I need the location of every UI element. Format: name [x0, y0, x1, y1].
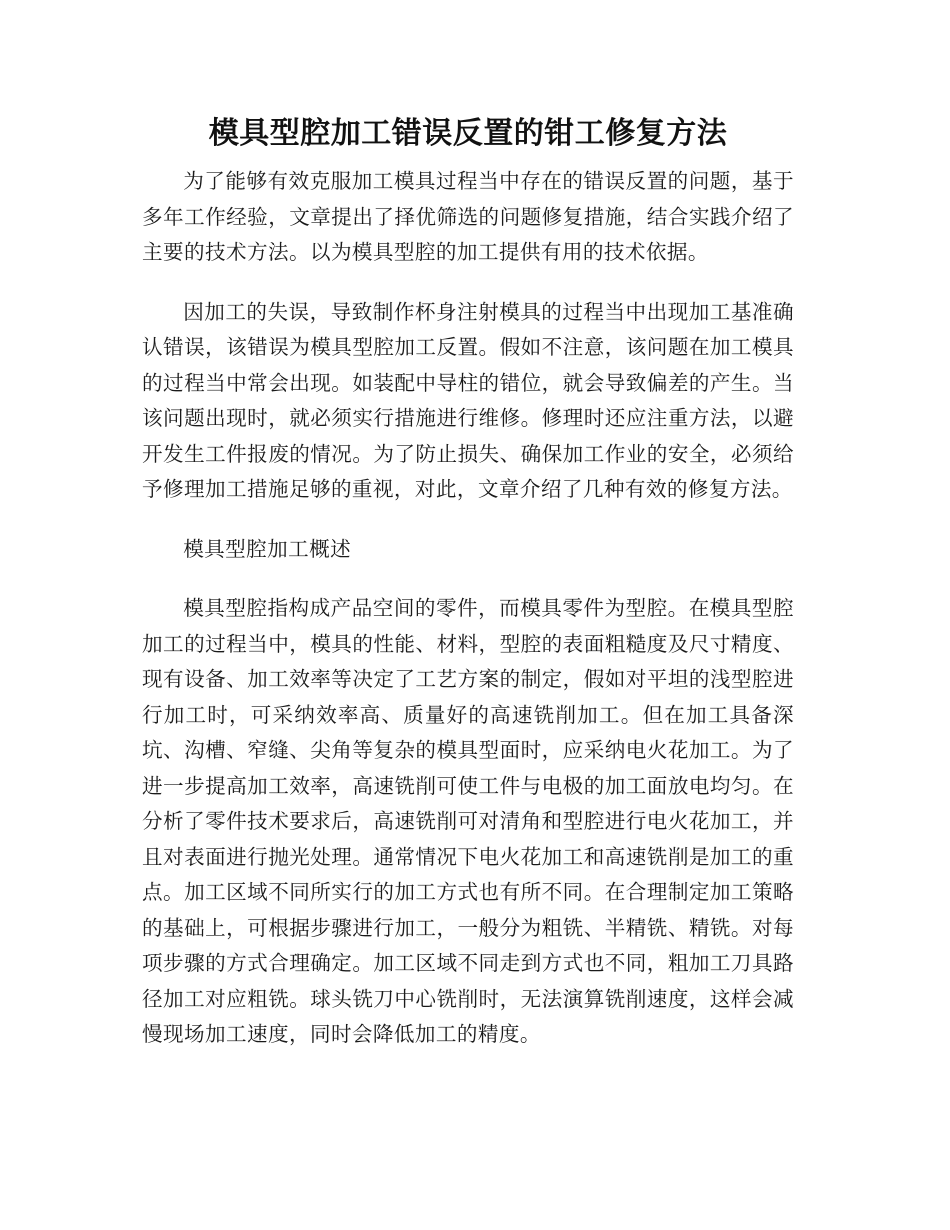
document-title: 模具型腔加工错误反置的钳工修复方法	[208, 116, 728, 151]
section-heading: 模具型腔加工概述	[183, 536, 352, 561]
paragraph-overview: 模具型腔指构成产品空间的零件，而模具零件为型腔。在模具型腔加工的过程当中，模具的性能、材料，型腔的表面粗糙度及尺寸精度、现有设备、加工效率等决定了工艺方案的制定，假如对平坦的浅型腔进行加工时，可采纳效率高、质量好的高速铣削加工。但在加工具备深坑、沟槽、窄缝、尖角等复杂的模具型面时，应采纳电火花加工。为了进一步提高加工效率，高速铣削可使工件与电极的加工面放电均匀。在分析了零件技术要求后，高速铣削可对清角和型腔进行电火花加工，并且对表面进行抛光处理。通常情况下电火花加工和高速铣削是加工的重点。加工区域不同所实行的加工方式也有所不同。在合理制定加工策略的基础上，可根据步骤进行加工，一般分为粗铣、半精铣、精铣。对每项步骤的方式合理确定。加工区域不同走到方式也不同，粗加工刀具路径加工对应粗铣。球头铣刀中心铣削时，无法演算铣削速度，这样会减慢现场加工速度，同时会降低加工的精度。	[142, 596, 794, 1046]
paragraph-background: 因加工的失误，导致制作杯身注射模具的过程当中出现加工基准确认错误，该错误为模具型腔加工反置。假如不注意，该问题在加工模具的过程当中常会出现。如装配中导柱的错位，就会导致偏差的产生。当该问题出现时，就必须实行措施进行维修。修理时还应注重方法，以避开发生工件报废的情况。为了防止损失、确保加工作业的安全，必须给予修理加工措施足够的重视，对此，文章介绍了几种有效的修复方法。	[142, 299, 794, 501]
paragraph-intro: 为了能够有效克服加工模具过程当中存在的错误反置的问题，基于多年工作经验，文章提出了择优筛选的问题修复措施，结合实践介绍了主要的技术方法。以为模具型腔的加工提供有用的技术依据。	[142, 169, 794, 264]
document-page	[142, 112, 794, 1053]
